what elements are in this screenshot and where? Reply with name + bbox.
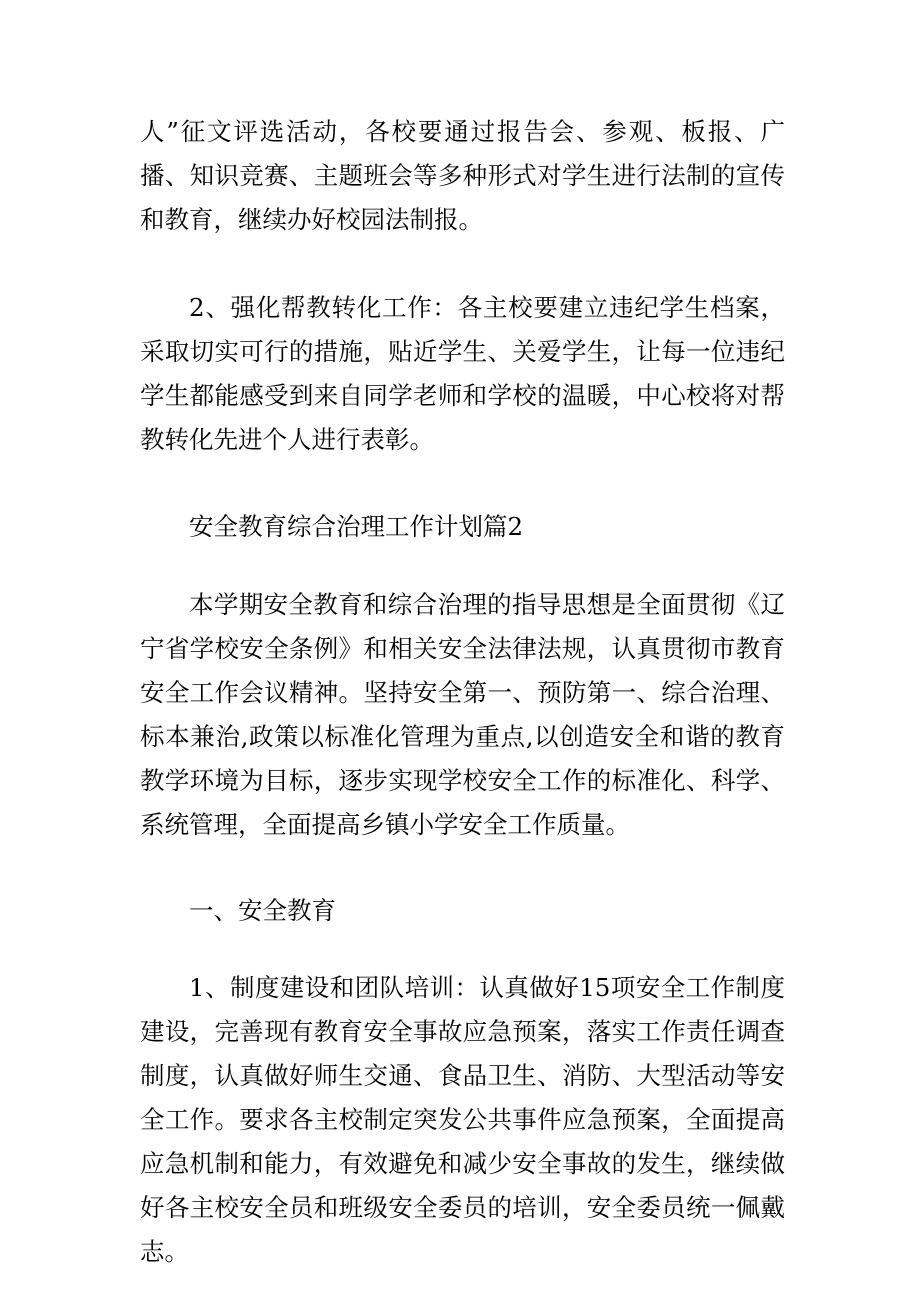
heading-safety-education: 一、安全教育 <box>189 896 336 925</box>
section-title: 安全教育综合治理工作计划篇2 <box>189 512 524 541</box>
paragraph-guiding-thought: 本学期安全教育和综合治理的指导思想是全面贯彻《辽宁省学校安全条例》和相关安全法律法规，认真贯彻市教育安全工作会议精神。坚持安全第一、预防第一、综合治理、标本兼治,政策以标准化管理为重点,以创造安全和谐的教育教学环境为目标，逐步实现学校安全工作的标准化、科学、系统管理，全面提高乡镇小学安全工作质量。 <box>140 590 785 839</box>
paragraph-continuation: 人”征文评选活动，各校要通过报告会、参观、板报、广播、知识竞赛、主题班会等多种形式对学生进行法制的宣传和教育，继续办好校园法制报。 <box>140 117 785 234</box>
paragraph-item-1: 1、制度建设和团队培训：认真做好15项安全工作制度建设，完善现有教育安全事故应急预案，落实工作责任调查制度，认真做好师生交通、食品卫生、消防、大型活动等安全工作。要求各主校制定突发公共事件应急预案，全面提高应急机制和能力，有效避免和减少安全事故的发生，继续做好各主校安全员和班级安全委员的培训，安全委员统一佩戴志。 <box>140 973 785 1266</box>
paragraph-item-2: 2、强化帮教转化工作：各主校要建立违纪学生档案，采取切实可行的措施，贴近学生、关爱学生，让每一位违纪学生都能感受到来自同学老师和学校的温暖，中心校将对帮教转化先进个人进行表彰。 <box>140 293 785 454</box>
